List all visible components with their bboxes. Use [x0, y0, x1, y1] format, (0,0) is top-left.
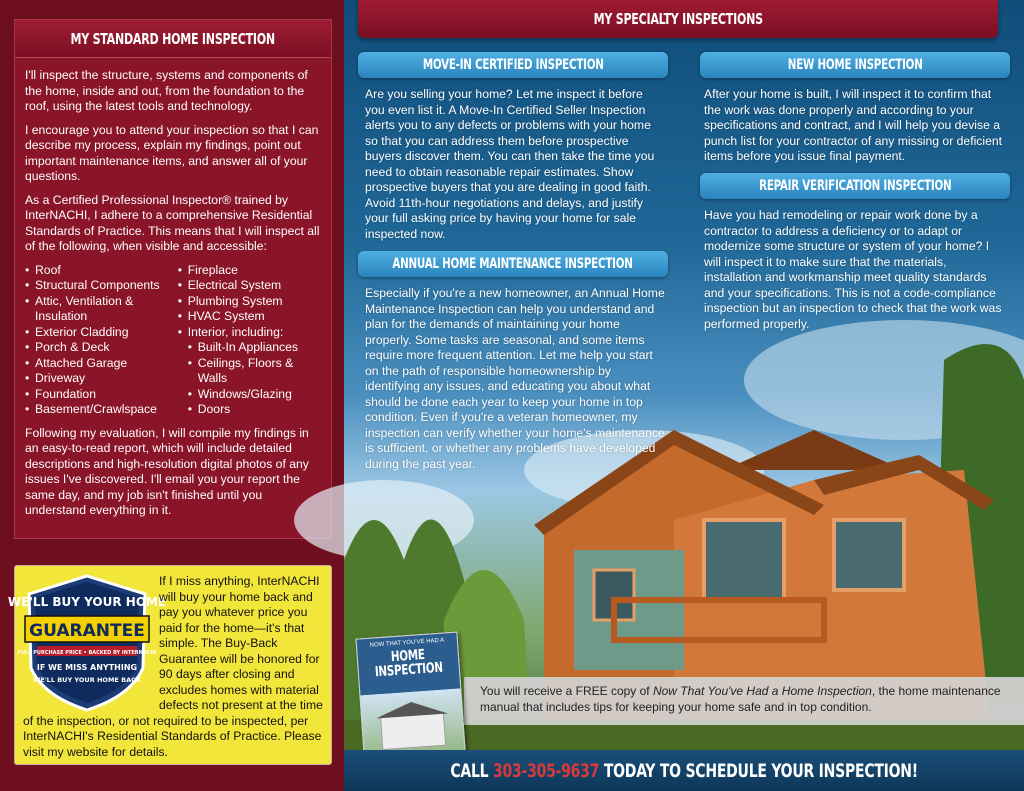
standard-paragraph-4: Following my evaluation, I will compile my findings in an easy-to-read report, which will include detailed descriptions and high-resolution digital photos of any issues I've discovered. I'll email you your report the same day, and my job isn't finished until you understand everything in it. [25, 425, 309, 517]
book-cover-small-text: NOW THAT YOU'VE HAD A [369, 637, 445, 649]
list-item: • Electrical System [178, 278, 321, 294]
buy-back-guarantee-box [7, 565, 332, 765]
list-item: • Exterior Cladding [25, 325, 178, 341]
repair-verification-text: Have you had remodeling or repair work done by a contractor to address a deficiency or to adapt or modernize some structure or system of your home? I will inspect it to make sure that the materials, installation and workmanship meet quality standards and your specifications. This is not a code-compliance inspection but an inspection to check that the work was performed properly. [704, 208, 1002, 331]
badge-top-text: WE'LL BUY YOUR HOME [7, 595, 167, 609]
new-home-inspection-header [700, 52, 1010, 78]
badge-main-text: GUARANTEE [29, 621, 145, 641]
phone-number[interactable]: 303-305-9637 [492, 759, 600, 782]
standard-paragraph-3: As a Certified Professional Inspector® trained by InterNACHI, I adhere to a comprehensive Residential Standards of Practice. This means that I will inspect all of the following, when visible and accessible: [25, 192, 320, 253]
standard-inspection-title: MY STANDARD HOME INSPECTION [70, 29, 276, 48]
guarantee-content [7, 566, 333, 760]
list-item: • Fireplace [178, 263, 321, 279]
list-item: • Attached Garage [25, 356, 178, 372]
inspection-items-column-1 [25, 263, 178, 418]
annual-inspection-header [358, 251, 668, 277]
call-to-action-bar [344, 750, 1024, 791]
left-panel [0, 0, 344, 791]
list-item: • Built-In Appliances [178, 340, 321, 356]
inspection-items-list [25, 263, 321, 418]
list-item: • Interior, including: [178, 325, 321, 341]
list-item: • Porch & Deck [25, 340, 178, 356]
list-item: • Doors [178, 402, 321, 418]
right-panel [344, 0, 1024, 791]
specialty-inspections-title: MY SPECIALTY INSPECTIONS [593, 10, 763, 28]
guarantee-text: If I miss anything, InterNACHI will buy your home back and pay you whatever price you paid for the home—it's that simple. The Buy-Back Guarantee will be honored for 90 days after closing and excludes homes with material defects not present at the time of the inspection, or not required to be inspected, per InterNACHI's Residential Standards of Practice. Please visit my website for details. [23, 574, 323, 759]
list-item: • Foundation [25, 387, 178, 403]
list-item: • Attic, Ventilation & Insulation [25, 294, 178, 325]
standard-paragraph-2: I encourage you to attend your inspection so that I can describe my process, explain my findings, point out important maintenance items, and answer all of your questions. [25, 122, 319, 183]
movein-inspection-text: Are you selling your home? Let me inspect it before you even list it. A Move-In Certified Seller Inspection alerts you to any defects or problems with your home so that you can address them before prospective buyers discover them. You can then take the time you need to obtain reasonable repair estimates. Show prospective buyers that you are dealing in good faith. Avoid 11th-hour negotiations and delays, and justify your full asking price by having your home for sale inspected now. [365, 87, 655, 241]
free-book-title: Now That You've Had a Home Inspection [652, 684, 872, 698]
call-pre: CALL [450, 759, 493, 782]
book-cover-title: HOME INSPECTION [374, 646, 444, 681]
inspection-items-column-2 [178, 263, 321, 418]
repair-verification-header [700, 173, 1010, 199]
badge-bottom-text-2: WE'LL BUY YOUR HOME BACK [33, 676, 141, 684]
standard-inspection-header [15, 20, 331, 58]
standard-inspection-card [14, 19, 332, 539]
list-item: • Ceilings, Floors & Walls [178, 356, 321, 387]
list-item: • Windows/Glazing [178, 387, 321, 403]
free-book-notice [464, 677, 1024, 725]
badge-strip-text: FULL PURCHASE PRICE • BACKED BY INTERNACHI [17, 650, 157, 656]
new-home-inspection-title: NEW HOME INSPECTION [787, 57, 923, 73]
list-item: • Plumbing System [178, 294, 321, 310]
standard-paragraph-1: I'll inspect the structure, systems and components of the home, inside and out, from the foundation to the roof, using the latest tools and technology. [25, 68, 308, 113]
list-item: • Driveway [25, 371, 178, 387]
standard-inspection-body [15, 58, 331, 519]
annual-inspection-text: Especially if you're a new homeowner, an Annual Home Maintenance Inspection can help you understand and plan for the demands of maintaining your home properly. Some tasks are seasonal, and some items require more frequent attention. Let me help you start on the path of responsible homeownership by identifying any issues, and educating you about what should be done each year to keep your home in top condition. Even if you're a veteran homeowner, my inspection can verify whether your home's maintenance is sufficient, or whether any problems have developed during the past year. [365, 286, 665, 471]
annual-inspection-title: ANNUAL HOME MAINTENANCE INSPECTION [392, 256, 634, 272]
specialty-inspections-header [358, 0, 998, 38]
list-item: • Structural Components [25, 278, 178, 294]
guarantee-badge-icon [7, 572, 167, 712]
free-book-text-pre: You will receive a FREE copy of [480, 684, 653, 698]
badge-bottom-text-1: IF WE MISS ANYTHING [36, 663, 138, 672]
call-post: TODAY TO SCHEDULE YOUR INSPECTION! [599, 759, 918, 782]
list-item: • Basement/Crawlspace [25, 402, 178, 418]
list-item: • Roof [25, 263, 178, 279]
call-to-action-text [450, 760, 918, 782]
movein-inspection-header [358, 52, 668, 78]
new-home-inspection-text: After your home is built, I will inspect it to confirm that the work was done properly and according to your specifications and contract, and I will help you devise a punch list for your contractor of any missing or deficient items before you issue final payment. [704, 87, 1003, 163]
free-book-text-post: , the home maintenance manual that includes tips for keeping your home safe and in top condition. [480, 684, 1001, 714]
movein-inspection-title: MOVE-IN CERTIFIED INSPECTION [422, 57, 604, 73]
repair-verification-title: REPAIR VERIFICATION INSPECTION [758, 178, 952, 194]
list-item: • HVAC System [178, 309, 321, 325]
